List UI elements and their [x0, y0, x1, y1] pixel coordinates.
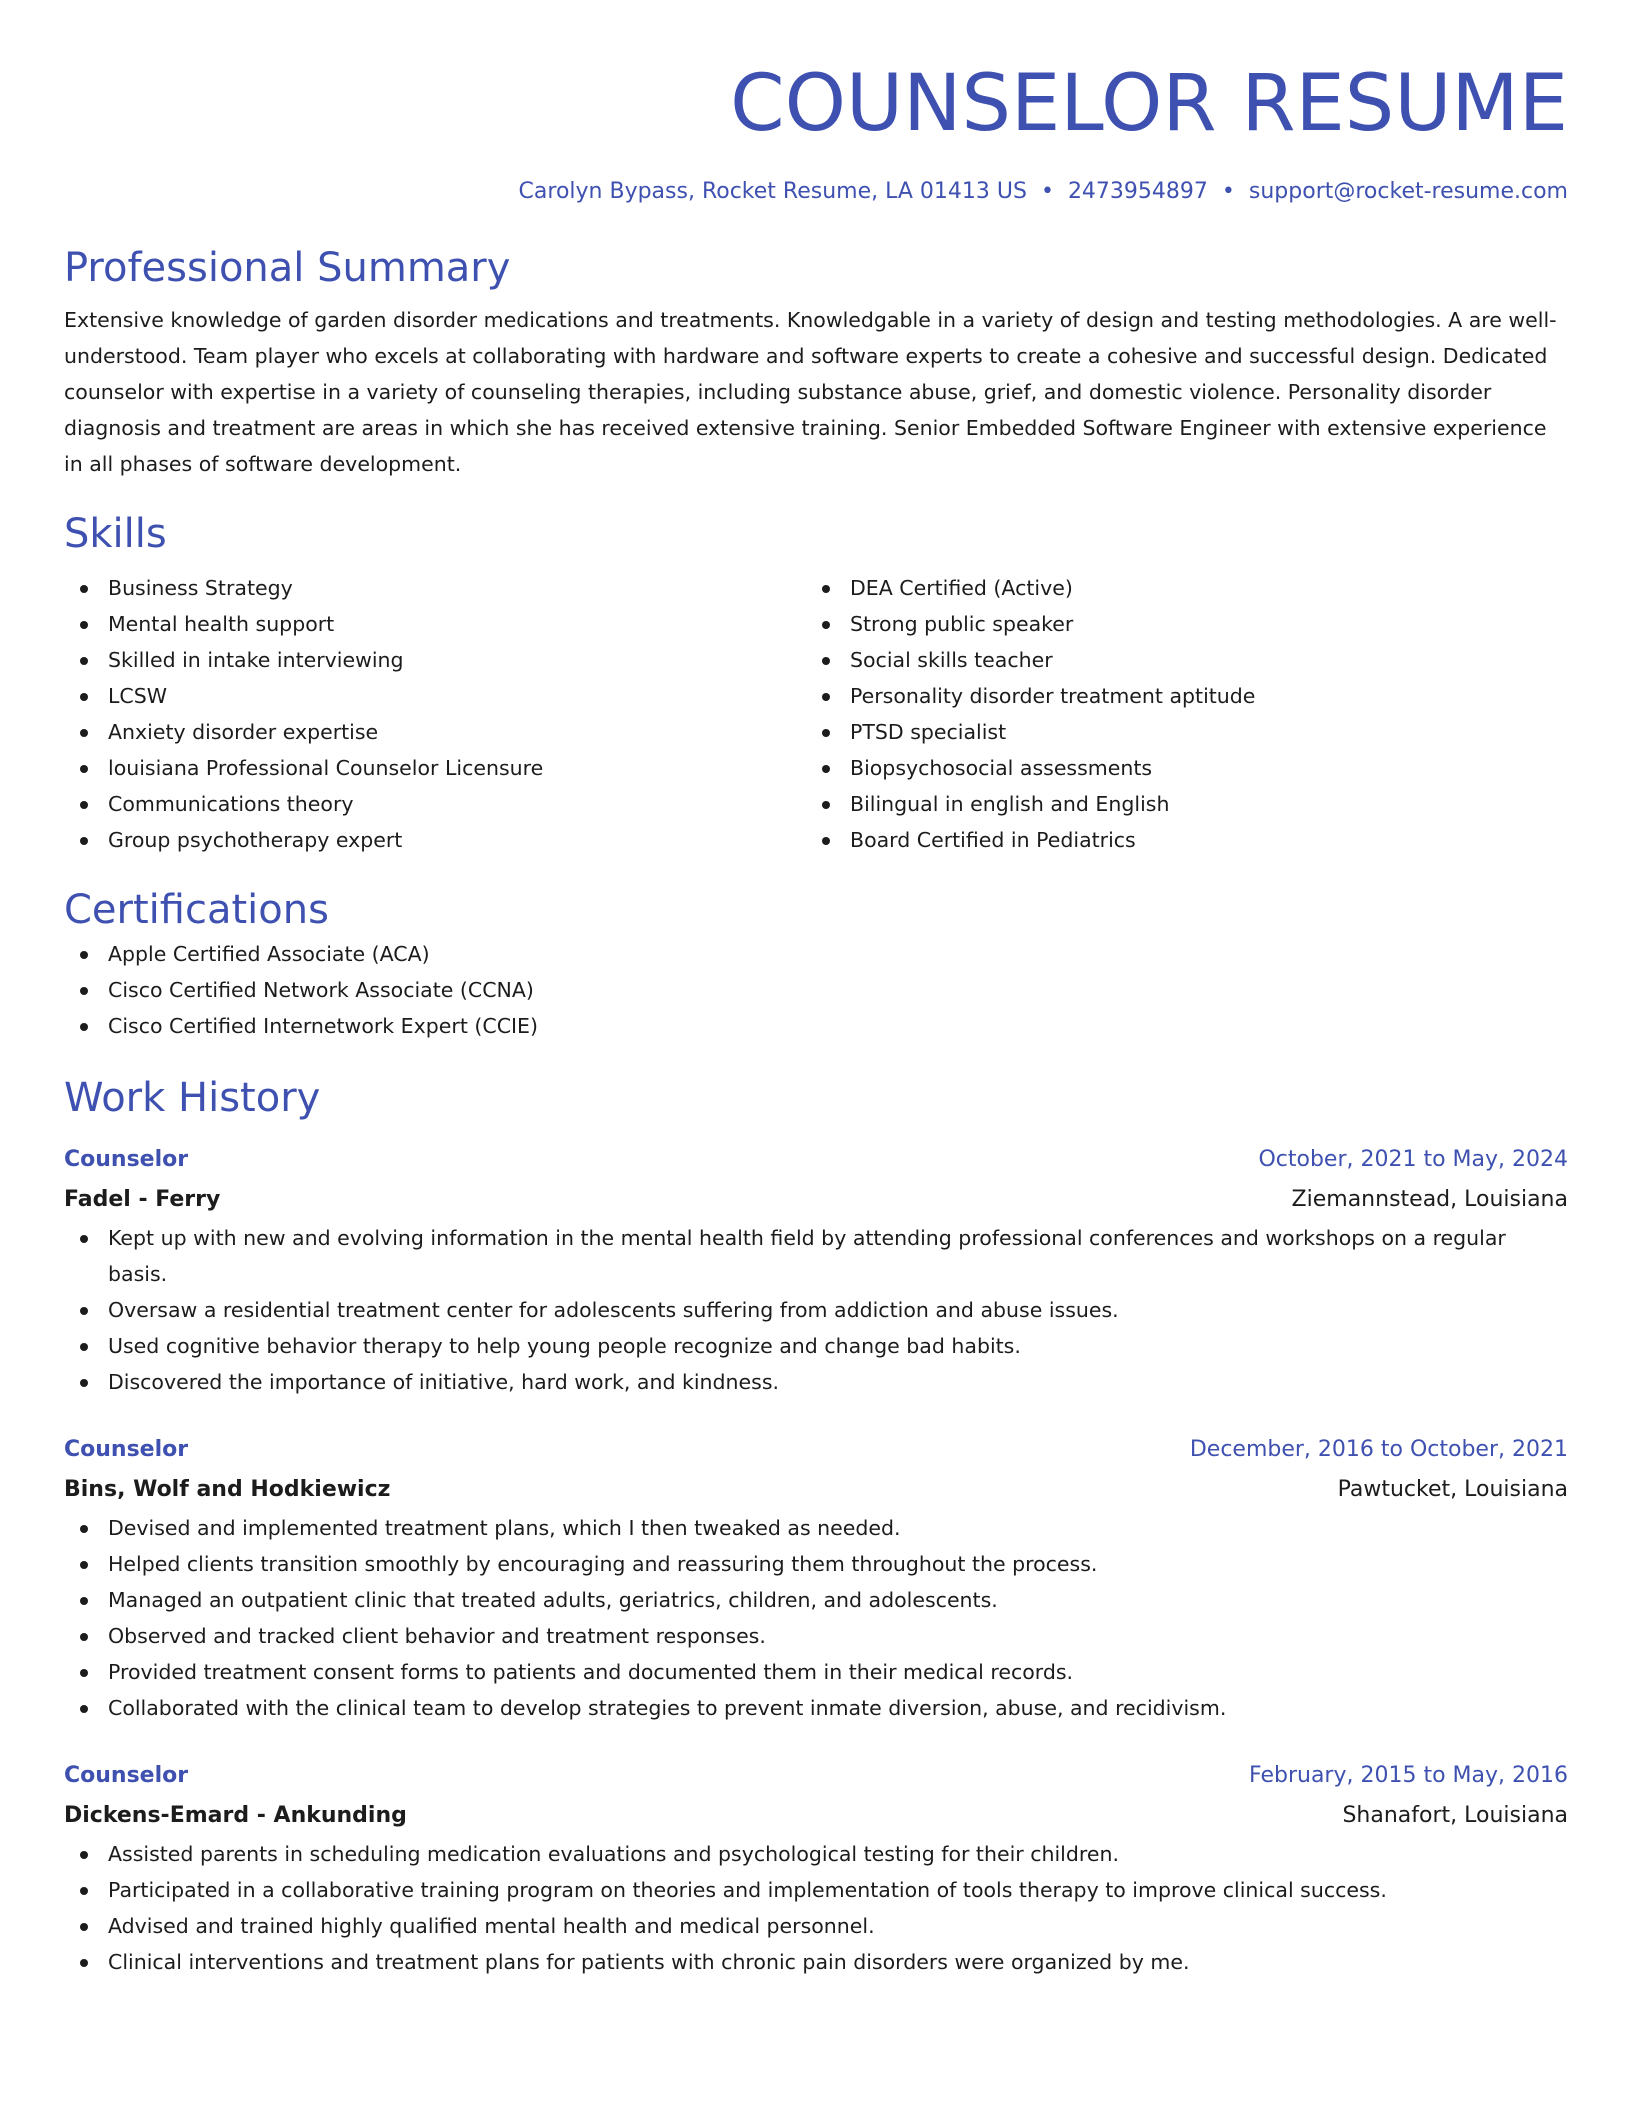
- certification-item: Cisco Certified Network Associate (CCNA): [64, 972, 1568, 1008]
- job-bullets: [64, 1220, 1568, 1400]
- job-header-row: [64, 1430, 1568, 1470]
- job-company: Fadel - Ferry: [64, 1187, 221, 1212]
- job-bullets: [64, 1510, 1568, 1726]
- skill-item: louisiana Professional Counselor Licensure: [64, 750, 806, 786]
- job-bullet: Used cognitive behavior therapy to help young people recognize and change bad habits.: [64, 1328, 1568, 1364]
- job-location: Pawtucket, Louisiana: [1337, 1477, 1568, 1502]
- skills-heading: Skills: [64, 511, 167, 557]
- job-bullet: Advised and trained highly qualified mental health and medical personnel.: [64, 1908, 1568, 1944]
- job-header-row: [64, 1140, 1568, 1180]
- contact-address: Carolyn Bypass, Rocket Resume, LA 01413 US: [518, 179, 1027, 204]
- skills-column-right: [806, 570, 1548, 858]
- job-bullet: Oversaw a residential treatment center for adolescents suffering from addiction and abuse issues.: [64, 1292, 1568, 1328]
- job-bullet: Managed an outpatient clinic that treated adults, geriatrics, children, and adolescents.: [64, 1582, 1568, 1618]
- certifications-list: [64, 936, 1568, 1044]
- job-role: Counselor: [64, 1763, 189, 1788]
- contact-line: [64, 176, 1568, 208]
- skills-list-right: [806, 570, 1548, 858]
- job-company: Bins, Wolf and Hodkiewicz: [64, 1477, 391, 1502]
- skill-item: Board Certified in Pediatrics: [806, 822, 1548, 858]
- certifications-heading: Certifications: [64, 887, 329, 933]
- skill-item: Strong public speaker: [806, 606, 1548, 642]
- job-employer-row: [64, 1470, 1568, 1510]
- skill-item: Biopsychosocial assessments: [806, 750, 1548, 786]
- job-location: Shanafort, Louisiana: [1342, 1803, 1568, 1828]
- summary-text: Extensive knowledge of garden disorder medications and treatments. Knowledgable in a variety of design and testing methodologies. A are well-understood. Team player who excels at collaborating with hardware and software experts to create a cohesive and successful design. Dedicated counselor with expertise in a variety of counseling therapies, including substance abuse, grief, and domestic violence. Personality disorder diagnosis and treatment are areas in which she has received extensive training. Senior Embedded Software Engineer with extensive experience in all phases of software development.: [64, 308, 1557, 476]
- job-dates: December, 2016 to October, 2021: [1189, 1437, 1568, 1462]
- job-employer-row: [64, 1796, 1568, 1836]
- resume-page: [64, 56, 1568, 1980]
- resume-title: COUNSELOR RESUME: [730, 59, 1568, 149]
- job-company: Dickens-Emard - Ankunding: [64, 1803, 407, 1828]
- skill-item: Social skills teacher: [806, 642, 1548, 678]
- summary-heading: Professional Summary: [64, 245, 511, 291]
- job-entry: [64, 1140, 1568, 1400]
- job-dates: October, 2021 to May, 2024: [1258, 1147, 1568, 1172]
- job-bullets: [64, 1836, 1568, 1980]
- job-entry: [64, 1430, 1568, 1726]
- skill-item: Communications theory: [64, 786, 806, 822]
- job-employer-row: [64, 1180, 1568, 1220]
- job-bullet: Observed and tracked client behavior and treatment responses.: [64, 1618, 1568, 1654]
- skill-item: PTSD specialist: [806, 714, 1548, 750]
- skill-item: Anxiety disorder expertise: [64, 714, 806, 750]
- contact-phone: 2473954897: [1067, 179, 1208, 204]
- skill-item: Skilled in intake interviewing: [64, 642, 806, 678]
- job-location: Ziemannstead, Louisiana: [1291, 1187, 1568, 1212]
- skills-column-left: [64, 570, 806, 858]
- job-header-row: [64, 1756, 1568, 1796]
- job-bullet: Collaborated with the clinical team to develop strategies to prevent inmate diversion, abuse, and recidivism.: [64, 1690, 1568, 1726]
- job-bullet: Discovered the importance of initiative, hard work, and kindness.: [64, 1364, 1568, 1400]
- job-bullet: Participated in a collaborative training program on theories and implementation of tools therapy to improve clinical success.: [64, 1872, 1568, 1908]
- certification-item: Cisco Certified Internetwork Expert (CCIE): [64, 1008, 1568, 1044]
- job-bullet: Kept up with new and evolving information in the mental health field by attending professional conferences and workshops on a regular basis.: [64, 1220, 1568, 1292]
- job-dates: February, 2015 to May, 2016: [1249, 1763, 1568, 1788]
- job-bullet: Devised and implemented treatment plans, which I then tweaked as needed.: [64, 1510, 1568, 1546]
- skill-item: Bilingual in english and English: [806, 786, 1548, 822]
- skill-item: Group psychotherapy expert: [64, 822, 806, 858]
- job-bullet: Assisted parents in scheduling medication evaluations and psychological testing for their children.: [64, 1836, 1568, 1872]
- skills-grid: [64, 570, 1568, 858]
- contact-separator: •: [1040, 179, 1054, 204]
- job-bullet: Provided treatment consent forms to patients and documented them in their medical records.: [64, 1654, 1568, 1690]
- skill-item: Personality disorder treatment aptitude: [806, 678, 1548, 714]
- job-role: Counselor: [64, 1147, 189, 1172]
- job-entry: [64, 1756, 1568, 1980]
- certification-item: Apple Certified Associate (ACA): [64, 936, 1568, 972]
- contact-separator: •: [1221, 179, 1235, 204]
- contact-email[interactable]: support@rocket-resume.com: [1248, 179, 1568, 204]
- skill-item: LCSW: [64, 678, 806, 714]
- work-history-heading: Work History: [64, 1075, 321, 1121]
- skill-item: DEA Certified (Active): [806, 570, 1548, 606]
- skill-item: Business Strategy: [64, 570, 806, 606]
- skills-list-left: [64, 570, 806, 858]
- job-bullet: Clinical interventions and treatment plans for patients with chronic pain disorders were organized by me.: [64, 1944, 1568, 1980]
- job-role: Counselor: [64, 1437, 189, 1462]
- skill-item: Mental health support: [64, 606, 806, 642]
- job-bullet: Helped clients transition smoothly by encouraging and reassuring them throughout the process.: [64, 1546, 1568, 1582]
